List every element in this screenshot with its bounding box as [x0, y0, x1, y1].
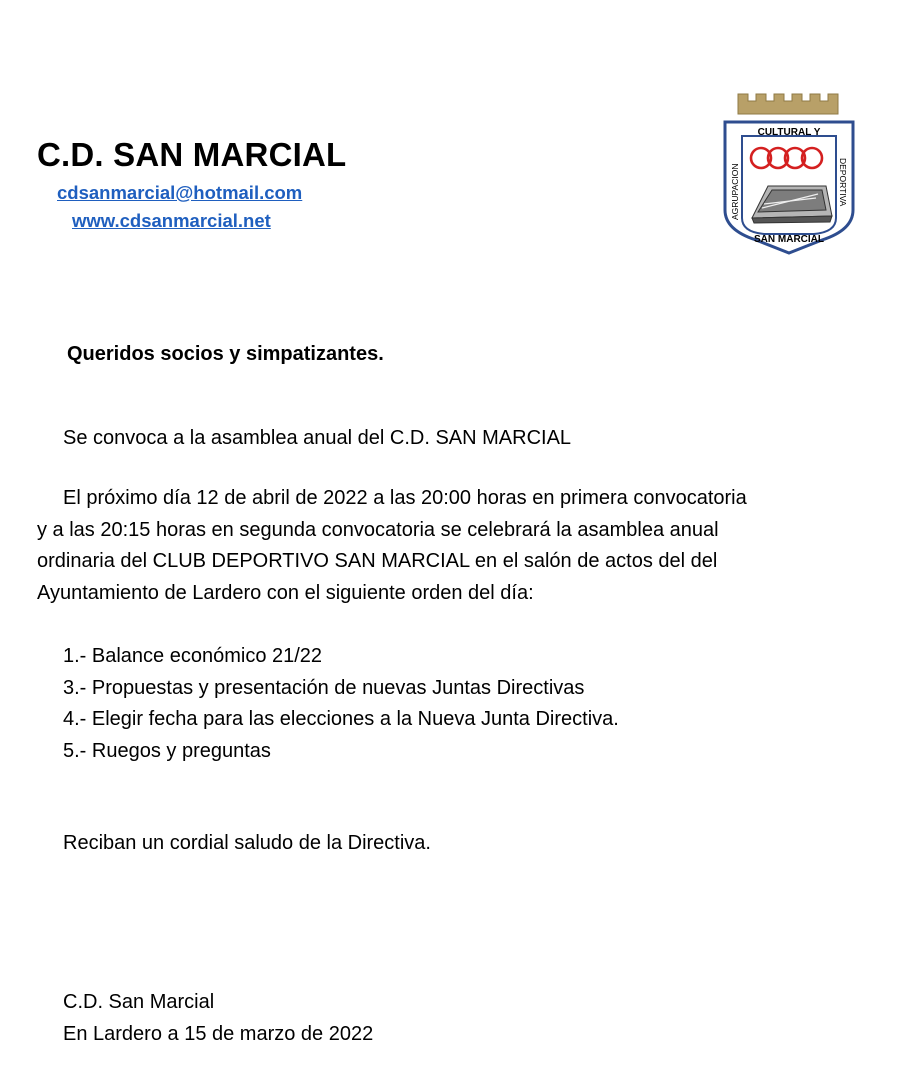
shield-crest-icon	[722, 90, 856, 256]
crown-battlements	[738, 94, 838, 114]
body-line: y a las 20:15 horas en segunda convocatoria se celebrará la asamblea anual	[37, 518, 719, 541]
club-name-heading: C.D. SAN MARCIAL	[37, 136, 347, 173]
intro-paragraph: Se convoca a la asamblea anual del C.D. SAN MARCIAL	[63, 427, 572, 449]
body-line: ordinaria del CLUB DEPORTIVO SAN MARCIAL en el salón de actos del del	[37, 550, 718, 572]
logo-text-right: DEPORTIVA	[838, 158, 848, 207]
logo-text-left: AGRUPACION	[730, 163, 740, 220]
greeting: Queridos socios y simpatizantes.	[67, 343, 384, 365]
agenda-item: 3.- Propuestas y presentación de nuevas Juntas Directivas	[63, 676, 585, 699]
website-link[interactable]: www.cdsanmarcial.net	[72, 210, 271, 231]
signature-block	[63, 987, 373, 1050]
signature: C.D. San Marcial	[63, 991, 215, 1013]
agenda-list	[63, 641, 619, 767]
body-paragraph	[37, 483, 877, 609]
closing-line: Reciban un cordial saludo de la Directiva.	[63, 832, 431, 854]
body-line: El próximo día 12 de abril de 2022 a las 20:00 horas en primera convocatoria	[63, 487, 747, 509]
agenda-item: 5.- Ruegos y preguntas	[63, 739, 271, 762]
email-link[interactable]: cdsanmarcial@hotmail.com	[57, 182, 303, 203]
body-line: Ayuntamiento de Lardero con el siguiente orden del día:	[37, 581, 534, 604]
agenda-item: 1.- Balance económico 21/22	[63, 645, 323, 667]
logo-text-top: CULTURAL Y	[757, 127, 821, 138]
place-date: En Lardero a 15 de marzo de 2022	[63, 1022, 374, 1045]
logo-text-bottom: SAN MARCIAL	[754, 234, 824, 245]
agenda-item: 4.- Elegir fecha para las elecciones a la Nueva Junta Directiva.	[63, 708, 619, 730]
